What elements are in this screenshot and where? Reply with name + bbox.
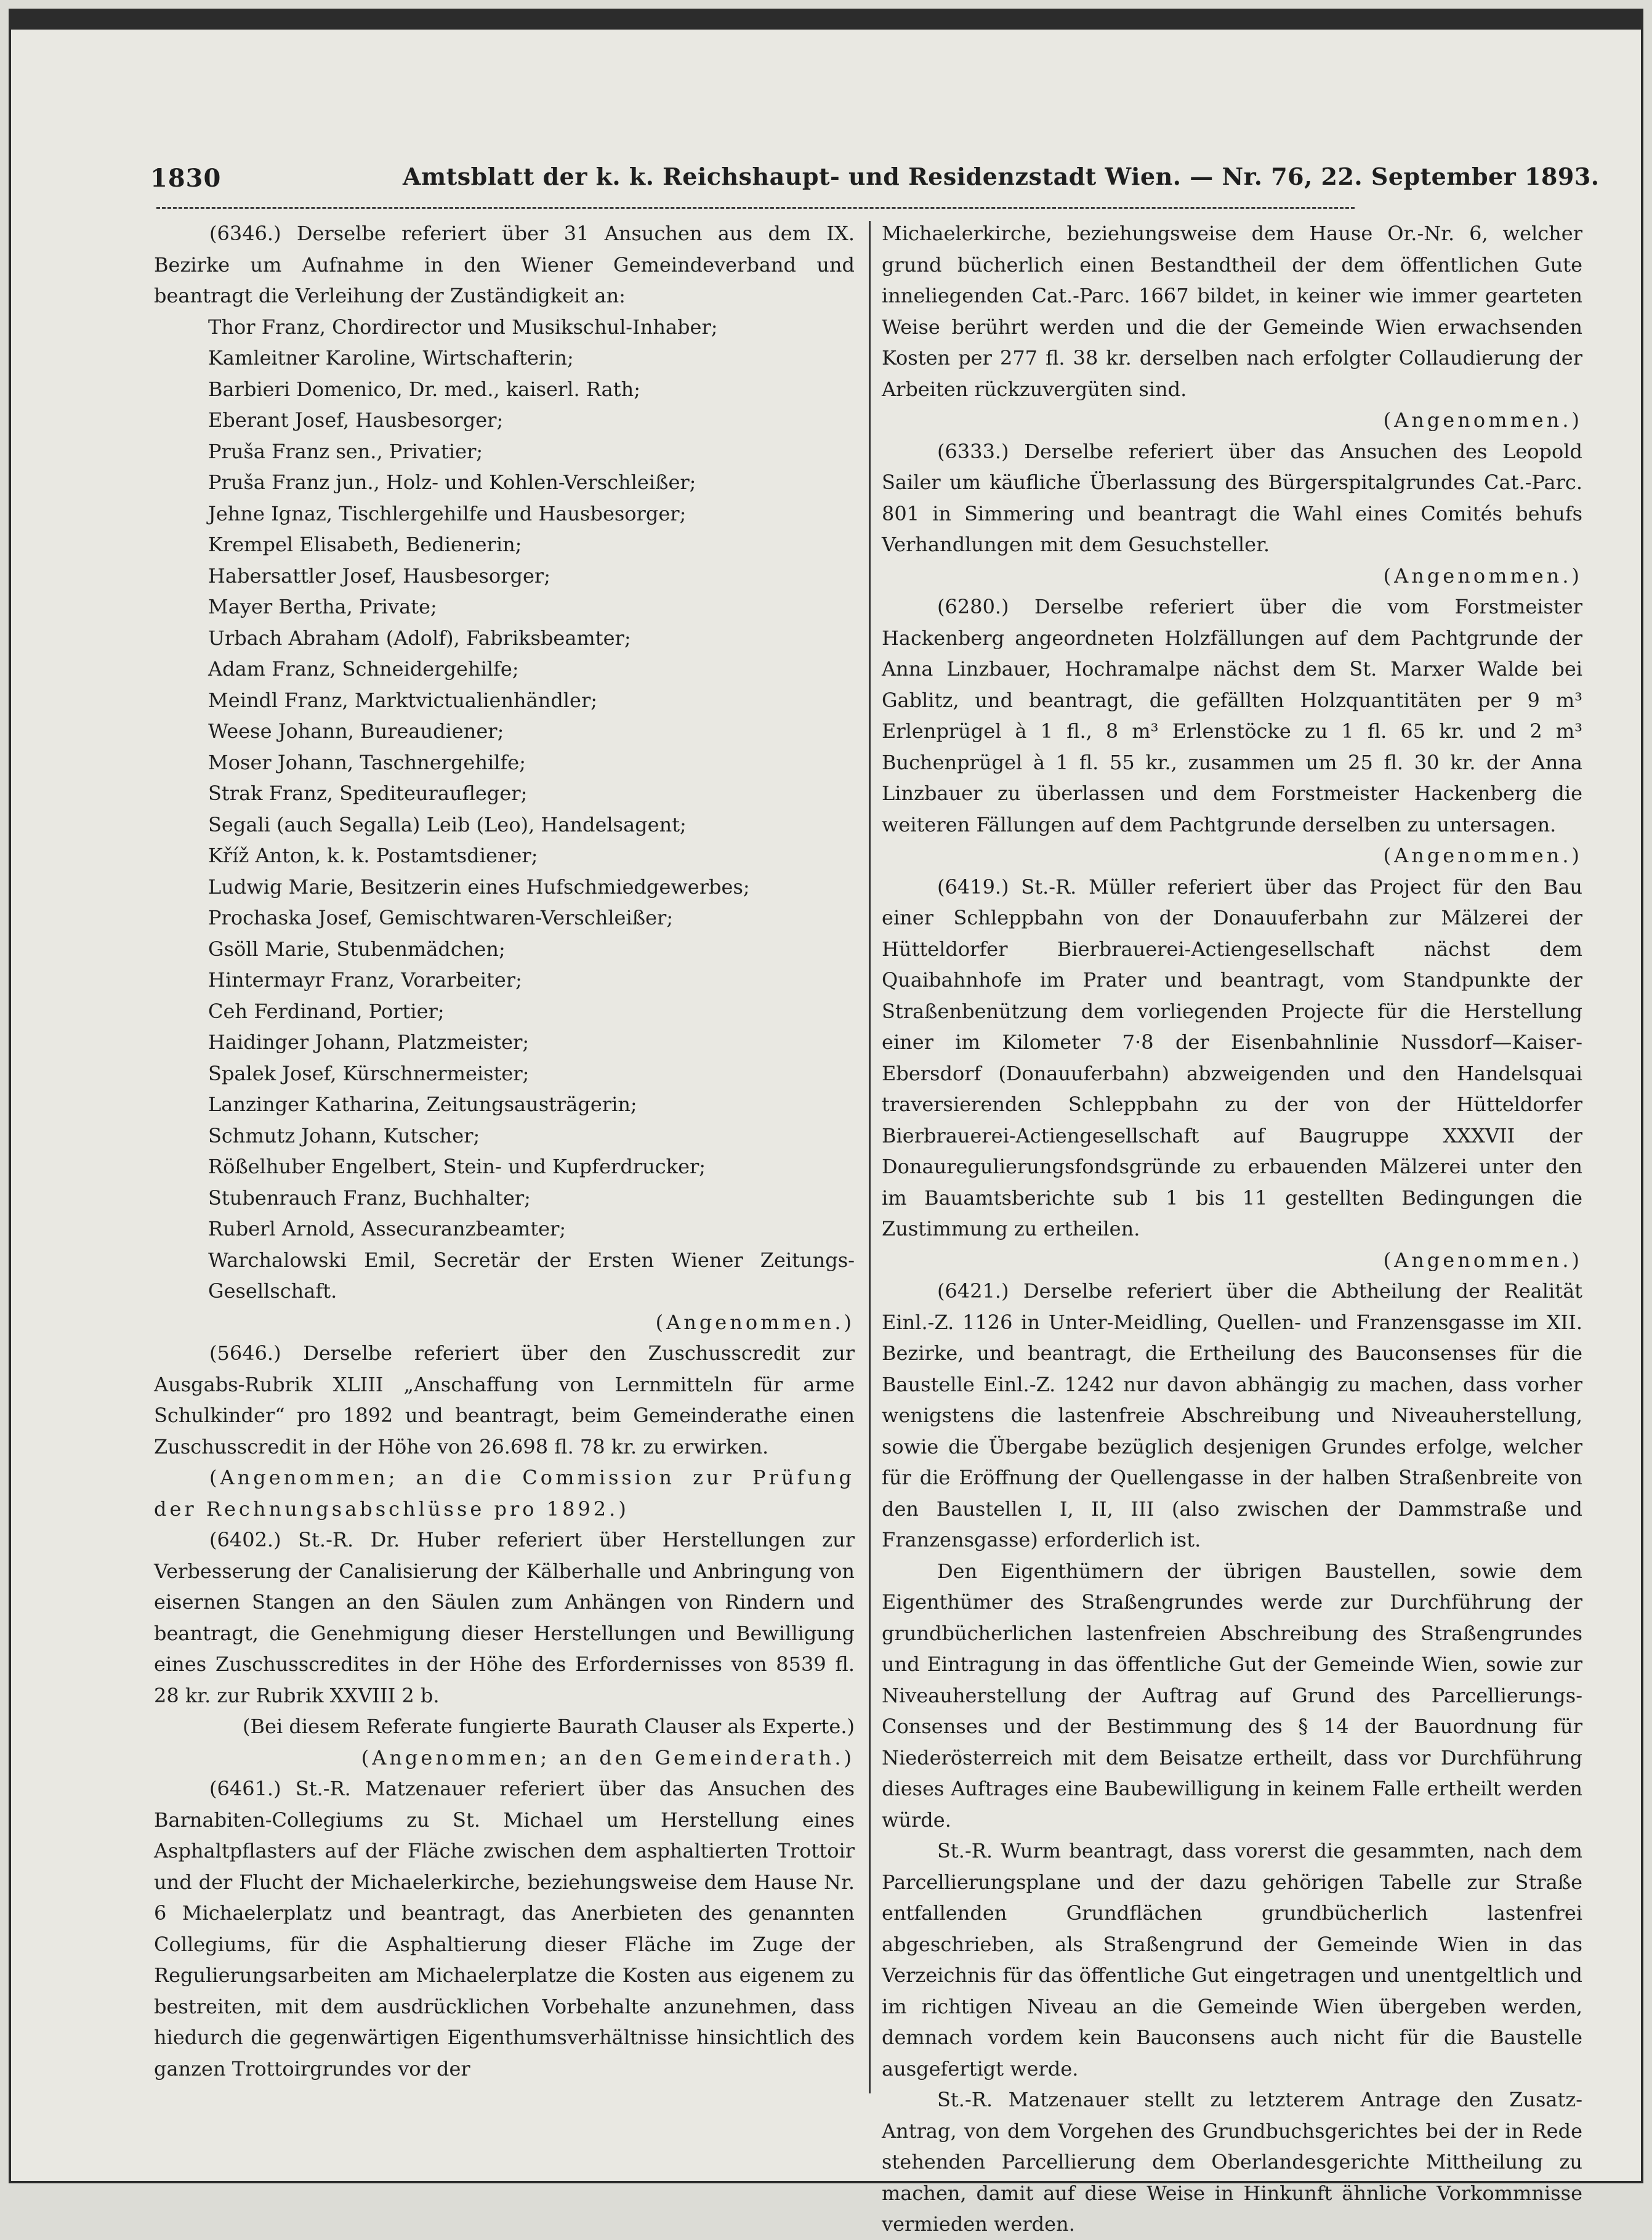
- list-item: Thor Franz, Chordirector und Musikschul-Inhaber;: [208, 315, 718, 339]
- list-item: Pruša Franz jun., Holz- und Kohlen-Verschleißer;: [208, 471, 696, 494]
- result-6346: (Angenommen.): [655, 1310, 855, 1334]
- list-item: Jehne Ignaz, Tischlergehilfe und Hausbesorger;: [208, 501, 687, 525]
- paragraph-6461-continued: Michaelerkirche, beziehungsweise dem Hause Or.-Nr. 6, welcher grund bücherlich einen Bestandtheil der dem öffentlichen Gute inneliegenden Cat.-Parc. 1667 bildet, in keiner wie immer gearteten Weise berührt werden und die der Gemeinde Wien erwachsenden Kosten per 277 fl. 38 kr. derselben nach erfolgter Collaudierung der Arbeiten rückzuvergüten sind.: [882, 222, 1582, 401]
- paragraph-wurm: St.-R. Wurm beantragt, dass vorerst die gesammten, nach dem Parcellierungsplane und der dazu gehörigen Tabelle zur Straße entfallenden Grundflächen grundbücherlich lastenfrei abgeschrieben, als Straßengrund der Gemeinde Wien in das Verzeichnis für das öffentliche Gut eingetragen und unentgeltlich und im richtigen Niveau an die Gemeinde Wien übergeben werden, demnach vordem kein Bauconsens auch nicht für die Baustelle ausgefertigt werde.: [882, 1839, 1582, 2080]
- page-number: 1830: [150, 164, 222, 193]
- column-divider: [869, 221, 871, 2093]
- list-item: Barbieri Domenico, Dr. med., kaiserl. Rath;: [208, 377, 640, 401]
- list-item: Pruša Franz sen., Privatier;: [208, 439, 483, 463]
- right-column: [882, 218, 1582, 2236]
- top-edge-bar: [9, 9, 1643, 30]
- list-item: Hintermayr Franz, Vorarbeiter;: [208, 968, 522, 992]
- list-item: Lanzinger Katharina, Zeitungsausträgerin;: [208, 1093, 637, 1116]
- result-6280: (Angenommen.): [1383, 844, 1582, 867]
- header-rule: [156, 207, 1355, 209]
- list-item: Kříž Anton, k. k. Postamtsdiener;: [208, 844, 538, 867]
- paragraph-6280: (6280.) Derselbe referiert über die vom Forstmeister Hackenberg angeordneten Holzfällungen auf dem Pachtgrunde der Anna Linzbauer, Hochramalpe nächst dem St. Marxer Walde bei Gablitz, und beantragt, die gefällten Holzquantitäten per 9 m³ Erlenprügel à 1 fl., 8 m³ Erlenstöcke zu 1 fl. 65 kr. und 2 m³ Buchenprügel à 1 fl. 55 kr., zusammen um 25 fl. 30 kr. der Anna Linzbauer zu überlassen und dem Forstmeister Hackenberg die weiteren Fällungen auf dem Pachtgrunde derselben zu untersagen.: [882, 595, 1582, 836]
- paragraph-6402: (6402.) St.-R. Dr. Huber referiert über Herstellungen zur Verbesserung der Canalisierung der Kälberhalle und Anbringung von eisernen Stangen an den Säulen zum Anhängen von Rindern und beantragt, die Genehmigung dieser Herstellungen und Bewilligung eines Zuschusscredites in der Höhe des Erfordernisses von 8539 fl. 28 kr. zur Rubrik XXVIII 2 b.: [154, 1528, 855, 1707]
- list-item: Krempel Elisabeth, Bedienerin;: [208, 533, 522, 556]
- list-item: Spalek Josef, Kürschnermeister;: [208, 1061, 530, 1085]
- list-item: Ceh Ferdinand, Portier;: [208, 999, 445, 1023]
- list-item: Gsöll Marie, Stubenmädchen;: [208, 937, 506, 961]
- result-6333: (Angenommen.): [1383, 564, 1582, 588]
- list-item: Ludwig Marie, Besitzerin eines Hufschmiedgewerbes;: [208, 875, 750, 899]
- running-title: Amtsblatt der k. k. Reichshaupt- und Residenzstadt Wien. — Nr. 76, 22. September 1893.: [403, 163, 1600, 190]
- list-item: Habersattler Josef, Hausbesorger;: [208, 564, 550, 588]
- paragraph-matzenauer: St.-R. Matzenauer stellt zu letzterem Antrage den Zusatz-Antrag, von dem Vorgehen des Grundbuchsgerichtes bei der in Rede stehenden Parcellierung dem Oberlandesgerichte Mittheilung zu machen, damit auf diese Weise in Hinkunft ähnliche Vorkommnisse vermieden werden.: [882, 2088, 1582, 2236]
- result-5646: (Angenommen; an die Commission zur Prüfung der Rechnungsabschlüsse pro 1892.): [154, 1466, 855, 1521]
- result-6461: (Angenommen.): [1383, 408, 1582, 432]
- result-6419: (Angenommen.): [1383, 1248, 1582, 1272]
- left-column: [154, 218, 855, 2159]
- page-header: [9, 156, 1643, 200]
- list-item: Schmutz Johann, Kutscher;: [208, 1123, 480, 1147]
- paragraph-6419: (6419.) St.-R. Müller referiert über das Project für den Bau einer Schleppbahn von der Donauuferbahn zur Mälzerei der Hütteldorfer Bierbrauerei-Actiengesellschaft nächst dem Quaibahnhofe im Prater und beantragt, vom Standpunkte der Straßenbenützung dem vorliegenden Projecte für die Herstellung einer im Kilometer 7·8 der Eisenbahnlinie Nussdorf—Kaiser-Ebersdorf (Donauuferbahn) abzweigenden und den Handelsquai traversierenden Schleppbahn zu der von der Hütteldorfer Bierbrauerei-Actiengesellschaft auf Baugruppe XXXVII der Donauregulierungsfondsgründe zu erbauenden Mälzerei unter den im Bauamtsberichte sub 1 bis 11 gestellten Bedingungen die Zustimmung zu ertheilen.: [882, 875, 1582, 1240]
- name-list: [154, 312, 855, 1307]
- list-item: Warchalowski Emil, Secretär der Ersten Wiener Zeitungs-Gesellschaft.: [208, 1248, 855, 1303]
- list-item: Rößelhuber Engelbert, Stein- und Kupferdrucker;: [208, 1155, 706, 1178]
- list-item: Haidinger Johann, Platzmeister;: [208, 1030, 530, 1054]
- note-6402: (Bei diesem Referate fungierte Baurath Clauser als Experte.): [243, 1715, 855, 1738]
- paragraph-5646: (5646.) Derselbe referiert über den Zuschusscredit zur Ausgabs-Rubrik XLIII „Anschaffung von Lernmitteln für arme Schulkinder“ pro 1892 und beantragt, beim Gemeinderathe einen Zuschusscredit in der Höhe von 26.698 fl. 78 kr. zu erwirken.: [154, 1341, 855, 1458]
- list-item: Stubenrauch Franz, Buchhalter;: [208, 1186, 531, 1210]
- paragraph-6421: (6421.) Derselbe referiert über die Abtheilung der Realität Einl.-Z. 1126 in Unter-Meidling, Quellen- und Franzensgasse im XII. Bezirke, und beantragt, die Ertheilung des Bauconsenses für die Baustelle Einl.-Z. 1242 nur davon abhängig zu machen, dass vorher wenigstens die lastenfreie Abschreibung und Niveauherstellung, sowie die Übergabe bezüglich desjenigen Grundes erfolge, welcher für die Eröffnung der Quellengasse in der halben Straßenbreite von den Baustellen I, II, III (also zwischen der Dammstraße und Franzensgasse) erforderlich ist.: [882, 1279, 1582, 1551]
- paragraph-6346: (6346.) Derselbe referiert über 31 Ansuchen aus dem IX. Bezirke um Aufnahme in den Wiener Gemeindeverband und beantragt die Verleihung der Zuständigkeit an:: [154, 222, 855, 307]
- paragraph-6461: (6461.) St.-R. Matzenauer referiert über das Ansuchen des Barnabiten-Collegiums zu St. Michael um Herstellung eines Asphaltpflasters auf der Fläche zwischen dem asphaltierten Trottoir und der Flucht der Michaelerkirche, beziehungsweise dem Hause Nr. 6 Michaelerplatz und beantragt, das Anerbieten des genannten Collegiums, für die Asphaltierung dieser Fläche im Zuge der Regulierungsarbeiten am Michaelerplatze die Kosten aus eigenem zu bestreiten, mit dem ausdrücklichen Vorbehalte anzunehmen, dass hiedurch die gegenwärtigen Eigenthumsverhältnisse hinsichtlich des ganzen Trottoirgrundes vor der: [154, 1777, 855, 2080]
- paragraph-6333: (6333.) Derselbe referiert über das Ansuchen des Leopold Sailer um käufliche Überlassung des Bürgerspitalgrundes Cat.-Parc. 801 in Simmering und beantragt die Wahl eines Comités behufs Verhandlungen mit dem Gesuchsteller.: [882, 439, 1582, 556]
- list-item: Ruberl Arnold, Assecuranzbeamter;: [208, 1217, 566, 1240]
- list-item: Meindl Franz, Marktvictualienhändler;: [208, 688, 598, 712]
- page-sheet: [9, 9, 1643, 2236]
- list-item: Weese Johann, Bureaudiener;: [208, 719, 504, 743]
- paragraph-owners: Den Eigenthümern der übrigen Baustellen, sowie dem Eigenthümer des Straßengrundes werde zur Durchführung der grundbücherlichen lastenfreien Abschreibung des Straßengrundes und Eintragung in das öffentliche Gut der Gemeinde Wien, sowie zur Niveauherstellung der Auftrag auf Grund des Parcellierungs-Consenses und der Bestimmung des § 14 der Bauordnung für Niederösterreich mit dem Beisatze ertheilt, dass vor Durchführung dieses Auftrages eine Baubewilligung in keinem Falle ertheilt werden würde.: [882, 1559, 1582, 1832]
- list-item: Mayer Bertha, Private;: [208, 595, 437, 618]
- list-item: Prochaska Josef, Gemischtwaren-Verschleißer;: [208, 906, 674, 929]
- list-item: Moser Johann, Taschnergehilfe;: [208, 750, 526, 774]
- list-item: Adam Franz, Schneidergehilfe;: [208, 657, 519, 681]
- list-item: Segali (auch Segalla) Leib (Leo), Handelsagent;: [208, 812, 687, 836]
- list-item: Eberant Josef, Hausbesorger;: [208, 408, 504, 432]
- result-6402: (Angenommen; an den Gemeinderath.): [361, 1745, 855, 1769]
- list-item: Urbach Abraham (Adolf), Fabriksbeamter;: [208, 626, 631, 650]
- list-item: Strak Franz, Spediteuraufleger;: [208, 782, 528, 805]
- list-item: Kamleitner Karoline, Wirtschafterin;: [208, 346, 574, 370]
